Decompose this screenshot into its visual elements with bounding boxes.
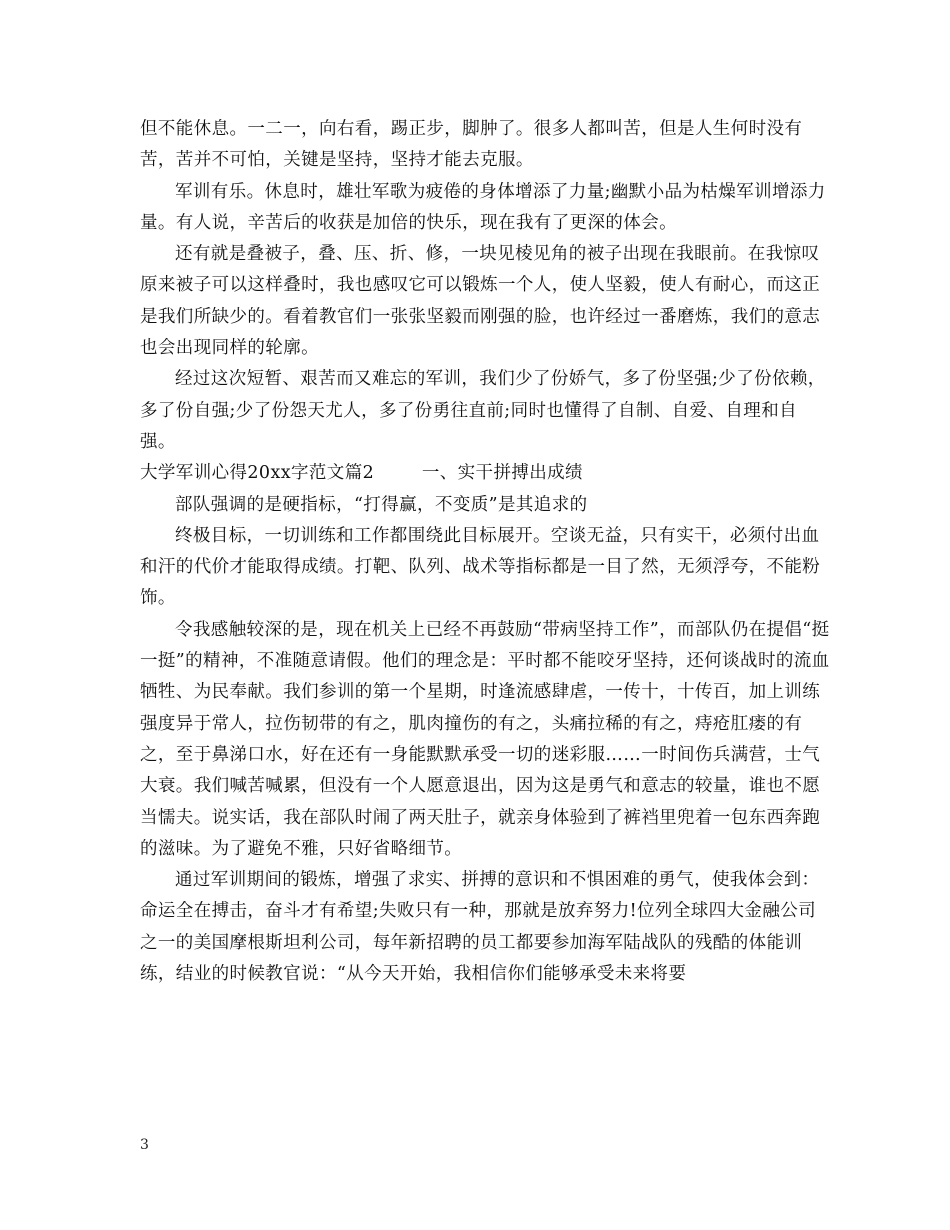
paragraph: 部队强调的是硬指标，“打得赢，不变质”是其追求的 (175, 494, 588, 515)
paragraph: 还有就是叠被子，叠、压、折、修，一块见棱见角的被子出现在我眼前。在我惊叹原来被子可以这样叠时，我也感叹它可以锻炼一个人，使人坚毅，使人有耐心，而这正是我们所缺少的。看着教官们一张张坚毅而刚强的脸，也许经过一番磨炼，我们的意志也会出现同样的轮廓。 (140, 244, 821, 359)
paragraph: 终极目标，一切训练和工作都围绕此目标展开。空谈无益，只有实干，必须付出血和汗的代价才能取得成绩。打靶、队列、战术等指标都是一目了然，无须浮夸，不能粉饰。 (140, 525, 821, 609)
section-subtitle: 一、实干拼搏出成绩 (421, 463, 583, 484)
section-heading (140, 458, 830, 489)
paragraph: 令我感触较深的是，现在机关上已经不再鼓励“带病坚持工作”，而部队仍在提倡“挺一挺”的精神，不准随意请假。他们的理念是：平时都不能咬牙坚持，还何谈战时的流血牺牲、为民奉献。我们参训的第一个星期，时逢流感肆虐，一传十，十传百，加上训练强度异于常人，拉伤韧带的有之，肌肉撞伤的有之，头痛拉稀的有之，痔疮肛瘘的有之，至于鼻涕口水，好在还有一身能默默承受一切的迷彩服……一时间伤兵满营，士气大衰。我们喊苦喊累，但没有一个人愿意退出，因为这是勇气和意志的较量，谁也不愿当懦夫。说实话，我在部队时闹了两天肚子，就亲身体验到了裤裆里兜着一包东西奔跑的滋味。为了避免不雅，只好省略细节。 (140, 619, 830, 859)
document-body (140, 114, 830, 990)
section-title: 大学军训心得20xx字范文篇2 (140, 463, 375, 484)
page-number: 3 (140, 1137, 149, 1153)
paragraph: 通过军训期间的锻炼，增强了求实、拼搏的意识和不惧困难的勇气，使我体会到：命运全在搏击，奋斗才有希望;失败只有一种，那就是放弃努力!位列全球四大金融公司之一的美国摩根斯坦利公司，每年新招聘的员工都要参加海军陆战队的残酷的体能训练，结业的时候教官说：“从今天开始，我相信你们能够承受未来将要 (140, 870, 820, 985)
paragraph: 经过这次短暂、艰苦而又难忘的军训，我们少了份娇气，多了份坚强;少了份依赖，多了份自强;少了份怨天尤人，多了份勇往直前;同时也懂得了自制、自爱、自理和自强。 (140, 369, 826, 452)
paragraph: 军训有乐。休息时，雄壮军歌为疲倦的身体增添了力量;幽默小品为枯燥军训增添力量。有人说，辛苦后的收获是加倍的快乐，现在我有了更深的体会。 (140, 181, 826, 233)
paragraph: 但不能休息。一二一，向右看，踢正步，脚肿了。很多人都叫苦，但是人生何时没有苦，苦并不可怕，关键是坚持，坚持才能去克服。 (140, 119, 803, 171)
